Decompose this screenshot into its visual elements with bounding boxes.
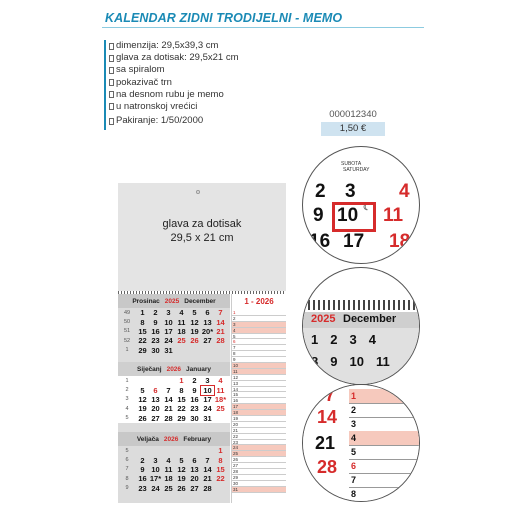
week-row <box>118 395 230 404</box>
day-cell: 19 <box>138 404 147 414</box>
product-code: 000012340 <box>329 109 377 120</box>
memo-line: 21 <box>232 428 286 434</box>
memo-line: 30 <box>232 481 286 487</box>
day-cell: 29 <box>177 413 186 423</box>
product-title: KALENDAR ZIDNI TRODIJELNI - MEMO <box>105 11 343 25</box>
week-row <box>118 317 230 326</box>
day-cell: 10 <box>151 464 160 474</box>
day-cell: 26 <box>138 413 147 423</box>
day-cell: 16 <box>151 326 160 336</box>
day-cell: 17 <box>164 326 173 336</box>
week-row <box>118 446 230 455</box>
memo-line: 15 <box>232 392 286 398</box>
day-cell: 1 <box>140 308 145 318</box>
week-row <box>118 385 230 394</box>
day-cell: 11 <box>177 317 186 327</box>
memo-day: 4 <box>351 433 357 443</box>
checkbox-icon <box>109 55 114 62</box>
day-cell: 30 <box>190 413 199 423</box>
day-cell: 21 <box>203 474 212 484</box>
day-cell: 2 <box>153 308 158 318</box>
day-cell: 27 <box>190 483 199 493</box>
day-cell: 13 <box>151 394 160 404</box>
day-cell: 23 <box>151 336 160 346</box>
month-header: Veljača 2026 February <box>118 432 230 446</box>
week-row <box>118 404 230 413</box>
month-block-december <box>118 294 230 355</box>
day-cell: 31 <box>164 345 173 355</box>
checkbox-icon <box>109 118 114 125</box>
day-cell: 25 <box>216 404 225 414</box>
memo-line: 14 <box>232 387 286 393</box>
zoom-year: 2025 <box>311 313 336 325</box>
memo-line: 28 <box>232 469 286 475</box>
zoom-day: 14 <box>317 407 338 427</box>
price-badge: 1,50 € <box>321 122 385 136</box>
day-cell: 16 <box>190 394 199 404</box>
memo-line: 3 <box>232 322 286 328</box>
memo-line: 29 <box>232 475 286 481</box>
week-row <box>118 455 230 464</box>
day-cell: 4 <box>179 308 184 318</box>
day-cell: 15 <box>138 326 147 336</box>
memo-line: 26 <box>232 457 286 463</box>
memo-line: 18 <box>232 410 286 416</box>
memo-line: 25 <box>232 451 286 457</box>
zoom-day-row: 1 2 3 4 <box>311 332 376 347</box>
zoom-day: 2 <box>315 181 326 202</box>
week-number: 1 <box>125 377 129 384</box>
memo-line: 13 <box>232 381 286 387</box>
day-cell: 11 <box>164 464 173 474</box>
memo-line: 6 <box>232 339 286 345</box>
week-number: 3 <box>125 396 129 403</box>
week-number: 1 <box>125 347 129 354</box>
day-cell: 14 <box>216 317 225 327</box>
day-cell: 24 <box>203 404 212 414</box>
day-cell: 22 <box>216 474 225 484</box>
day-cell: 21 <box>216 326 225 336</box>
day-cell: 11 <box>216 385 225 395</box>
memo-day: 6 <box>351 461 357 471</box>
memo-header: 1 - 2026 <box>244 297 274 306</box>
checkbox-icon <box>109 103 114 110</box>
week-number: 4 <box>125 405 129 412</box>
day-cell: 21 <box>164 404 173 414</box>
day-cell: 12 <box>190 317 199 327</box>
day-cell: 19 <box>177 474 186 484</box>
day-cell: 13 <box>190 464 199 474</box>
week-number: 49 <box>123 309 131 316</box>
day-cell: 18 <box>164 474 173 484</box>
day-cell: 24 <box>151 483 160 493</box>
checkbox-icon <box>109 43 114 50</box>
day-cell: 5 <box>179 455 184 465</box>
memo-line: 19 <box>232 416 286 422</box>
day-cell: 3 <box>153 455 158 465</box>
day-cell: 19 <box>190 326 199 336</box>
day-cell: 13 <box>203 317 212 327</box>
memo-line: 8 <box>232 351 286 357</box>
week-row <box>118 414 230 423</box>
zoom-day: 3 <box>345 181 356 202</box>
memo-day: 7 <box>351 475 357 485</box>
zoom-day: 18 <box>389 231 411 252</box>
memo-line: 11 <box>232 369 286 375</box>
week-number: 6 <box>125 457 129 464</box>
memo-line: 7 <box>232 345 286 351</box>
day-cell: 28 <box>203 483 212 493</box>
zoom-day: 17 <box>343 231 365 252</box>
spec-list <box>104 40 314 127</box>
memo-line: 23 <box>232 440 286 446</box>
memo-line: 12 <box>232 375 286 381</box>
header-print-label: glava za dotisak <box>162 218 242 230</box>
day-cell: 15 <box>177 394 186 404</box>
memo-line: 9 <box>232 357 286 363</box>
day-cell: 29 <box>138 345 147 355</box>
spec-item: sa spiralom <box>104 64 314 76</box>
week-number: 5 <box>125 415 129 422</box>
zoom-day: 21 <box>315 433 336 453</box>
month-grids <box>118 294 230 503</box>
week-number: 50 <box>123 319 131 326</box>
zoom-day-selected: 10 <box>337 205 359 226</box>
day-cell: 5 <box>140 385 145 395</box>
memo-column <box>231 294 286 503</box>
day-cell: 1 <box>179 376 184 386</box>
title-divider <box>102 27 424 28</box>
calendar-header-panel <box>118 183 286 291</box>
zoom-detail-date-indicator <box>302 146 420 264</box>
day-cell: 20 <box>190 474 199 484</box>
week-row <box>118 346 230 355</box>
week-row <box>118 336 230 345</box>
week-row <box>118 465 230 474</box>
memo-line: 17 <box>232 404 286 410</box>
spec-item: na desnom rubu je memo <box>104 89 314 101</box>
day-cell: 26 <box>177 483 186 493</box>
day-cell: 8 <box>179 385 184 395</box>
memo-line: 31 <box>232 487 286 493</box>
day-cell: 18 <box>177 326 186 336</box>
week-row <box>118 474 230 483</box>
memo-day: 5 <box>351 447 357 457</box>
day-cell: 5 <box>192 308 197 318</box>
day-cell: 2 <box>140 455 145 465</box>
packaging-info: Pakiranje: 1/50/2000 <box>104 115 314 127</box>
week-row <box>118 327 230 336</box>
spec-item: dimenzija: 29,5x39,3 cm <box>104 40 314 52</box>
day-cell: 20* <box>201 326 214 336</box>
day-cell: 20 <box>151 404 160 414</box>
week-number: 2 <box>125 387 129 394</box>
day-cell: 14 <box>164 394 173 404</box>
day-cell: 7 <box>218 308 223 318</box>
spec-item: glava za dotisak: 29,5x21 cm <box>104 52 314 64</box>
week-number: 8 <box>125 475 129 482</box>
zoom-detail-spiral <box>302 267 420 385</box>
memo-line: 24 <box>232 445 286 451</box>
week-number: 51 <box>123 328 131 335</box>
month-header: Siječanj 2026 January <box>118 362 230 376</box>
day-cell: 7 <box>166 385 171 395</box>
day-cell: 8 <box>140 317 145 327</box>
week-number: 9 <box>125 485 129 492</box>
memo-line: 22 <box>232 434 286 440</box>
day-cell: 16 <box>138 474 147 484</box>
moon-phase-icon: ☾ <box>363 202 372 212</box>
zoom-detail-memo <box>302 384 420 502</box>
memo-line: 5 <box>232 334 286 340</box>
day-cell: 17 <box>203 394 212 404</box>
memo-line: 1 <box>232 310 286 316</box>
day-cell: 10 <box>164 317 173 327</box>
day-cell: 9 <box>153 317 158 327</box>
day-cell: 7 <box>205 455 210 465</box>
day-cell: 4 <box>166 455 171 465</box>
checkbox-icon <box>109 67 114 74</box>
memo-line: 20 <box>232 422 286 428</box>
day-cell: 25 <box>164 483 173 493</box>
week-number: 5 <box>125 447 129 454</box>
weekday-label-en: SATURDAY <box>343 167 370 173</box>
day-cell: 24 <box>164 336 173 346</box>
calendar-product-image <box>118 183 286 503</box>
day-cell: 12 <box>177 464 186 474</box>
zoom-day: 16 <box>309 231 331 252</box>
day-cell: 8 <box>218 455 223 465</box>
day-cell: 25 <box>177 336 186 346</box>
day-cell: 1 <box>218 446 223 456</box>
day-cell: 3 <box>205 376 210 386</box>
zoom-day: 9 <box>313 205 324 226</box>
month-block-february <box>118 432 230 493</box>
week-row <box>118 308 230 317</box>
red-date-marker <box>332 202 376 232</box>
week-number: 52 <box>123 337 131 344</box>
day-cell: 30 <box>151 345 160 355</box>
checkbox-icon <box>109 91 114 98</box>
spec-item: u natronskoj vrećici <box>104 101 314 113</box>
hanger-hole-icon <box>196 190 200 194</box>
memo-line: 27 <box>232 463 286 469</box>
day-cell: 27 <box>151 413 160 423</box>
zoom-month: December <box>343 313 397 325</box>
week-number: 7 <box>125 466 129 473</box>
day-cell: 22 <box>138 336 147 346</box>
day-cell: 9 <box>192 385 197 395</box>
header-print-size: 29,5 x 21 cm <box>170 232 234 244</box>
spec-item: pokazivač trn <box>104 77 314 89</box>
day-cell: 4 <box>218 376 223 386</box>
day-cell: 27 <box>203 336 212 346</box>
zoom-day: 7 <box>325 385 336 405</box>
day-cell: 31 <box>203 413 212 423</box>
day-cell: 26 <box>190 336 199 346</box>
spiral-binding-detail <box>303 300 420 310</box>
day-cell: 12 <box>138 394 147 404</box>
day-cell: 2 <box>192 376 197 386</box>
zoom-day-row: 8 9 10 11 <box>311 354 390 369</box>
checkbox-icon <box>109 79 114 86</box>
day-cell: 28 <box>216 336 225 346</box>
day-cell: 17* <box>149 474 162 484</box>
week-row <box>118 376 230 385</box>
day-cell: 14 <box>203 464 212 474</box>
zoom-day: 4 <box>399 181 410 202</box>
memo-day: 3 <box>351 419 357 429</box>
day-cell: 23 <box>138 483 147 493</box>
memo-line: 2 <box>232 316 286 322</box>
day-cell: 22 <box>177 404 186 414</box>
memo-line: 4 <box>232 328 286 334</box>
memo-lines <box>232 310 286 493</box>
month-block-january <box>118 362 230 423</box>
memo-line: 10 <box>232 363 286 369</box>
month-header: Prosinac 2025 December <box>118 294 230 308</box>
day-cell: 23 <box>190 404 199 414</box>
day-cell: 18* <box>214 394 227 404</box>
zoom-day: 11 <box>383 205 404 226</box>
zoom-day: 28 <box>317 457 338 477</box>
day-cell: 28 <box>164 413 173 423</box>
day-cell: 10 <box>201 386 214 395</box>
day-cell: 15 <box>216 464 225 474</box>
memo-line: 16 <box>232 398 286 404</box>
memo-day: 2 <box>351 405 357 415</box>
weekday-label: SUBOTA <box>341 161 362 167</box>
memo-day: 8 <box>351 489 357 499</box>
day-cell: 6 <box>153 385 158 395</box>
day-cell: 9 <box>140 464 145 474</box>
week-row <box>118 484 230 493</box>
day-cell: 6 <box>192 455 197 465</box>
day-cell: 6 <box>205 308 210 318</box>
memo-day: 1 <box>351 391 357 401</box>
day-cell: 3 <box>166 308 171 318</box>
